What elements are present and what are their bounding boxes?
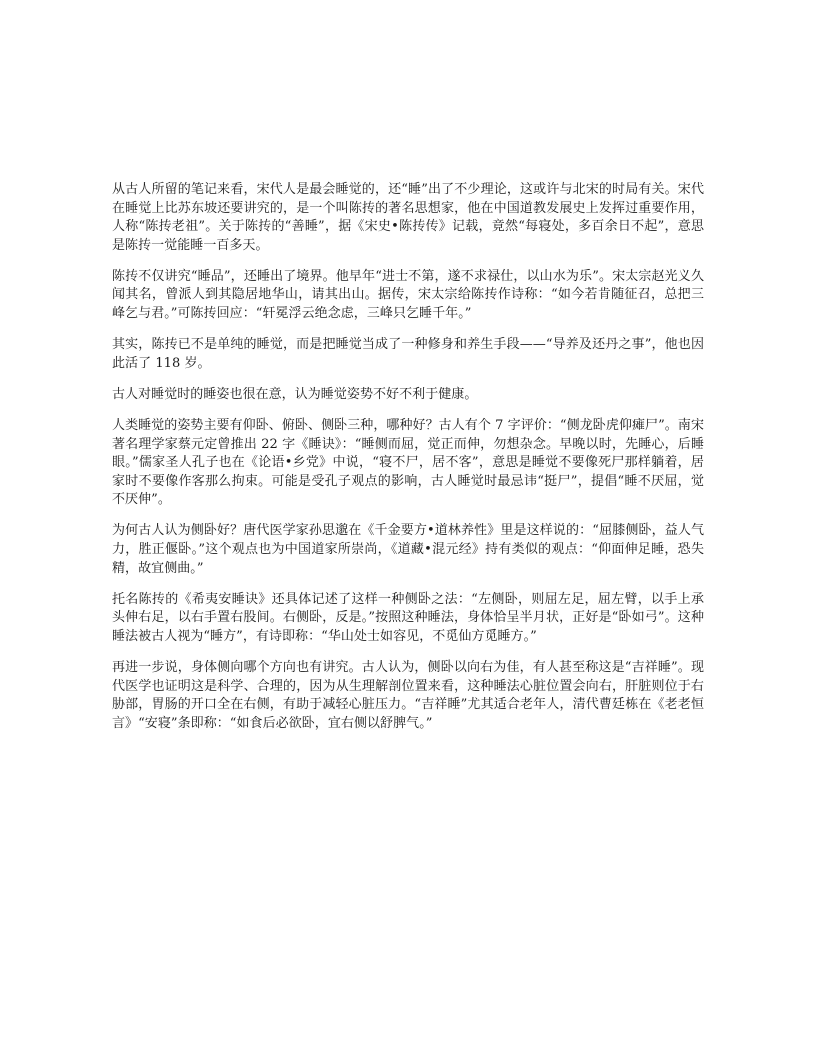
paragraph: 为何古人认为侧卧好？唐代医学家孙思邈在《千金要方•道林养性》里是这样说的：“屈膝侧卧，益人气力，胜正偃卧。”这个观点也为中国道家所崇尚，《道藏•混元经》持有类似的观点：“仰面伸足睡，恐失精，故宜侧曲。” [112, 523, 704, 576]
paragraph: 陈抟不仅讲究“睡品”，还睡出了境界。他早年“进士不第，遂不求禄仕，以山水为乐”。宋太宗赵光义久闻其名，曾派人到其隐居地华山，请其出山。据传，宋太宗给陈抟作诗称：“如今若肯随征召，总把三峰乞与君。”可陈抟回应：“轩冕浮云绝念虑，三峰只乞睡千年。” [112, 268, 704, 322]
paragraph: 人类睡觉的姿势主要有仰卧、俯卧、侧卧三种，哪种好？古人有个 7 字评价：“侧龙卧虎仰瘫尸”。南宋著名理学家蔡元定曾推出 22 字《睡诀》：“睡侧而屈，觉正而伸，勿想杂念。早晚以时，先睡心，后睡眼。”儒家圣人孔子也在《论语•乡党》中说，“寝不尸，居不客”，意思是睡觉不要像死尸那样躺着，居家时不要像作客那么拘束。可能是受孔子观点的影响，古人睡觉时最忌讳“挺尸”，提倡“睡不厌屈，觉不厌伸”。 [112, 417, 704, 508]
document-body [112, 181, 704, 733]
paragraph: 其实，陈抟已不是单纯的睡觉，而是把睡觉当成了一种修身和养生手段——“导养及还丹之事”，他也因此活了 118 岁。 [112, 337, 704, 371]
paragraph: 古人对睡觉时的睡姿也很在意，认为睡觉姿势不好不利于健康。 [112, 386, 478, 402]
paragraph: 再进一步说，身体侧向哪个方向也有讲究。古人认为，侧卧以向右为佳，有人甚至称这是“吉祥睡”。现代医学也证明这是科学、合理的，因为从生理解剖位置来看，这种睡法心脏位置会向右，肝脏则位于右胁部，胃肠的开口全在右侧，有助于减轻心脏压力。“吉祥睡”尤其适合老年人，清代曹廷栋在《老老恒言》“安寝”条即称：“如食后必欲卧，宜右侧以舒脾气。” [112, 659, 704, 731]
paragraph: 托名陈抟的《希夷安睡诀》还具体记述了这样一种侧卧之法：“左侧卧，则屈左足，屈左臂，以手上承头伸右足，以右手置右股间。右侧卧，反是。”按照这种睡法，身体恰呈半月状，正好是“卧如弓”。这种睡法被古人视为“睡方”，有诗即称：“华山处士如容见，不觅仙方觅睡方。” [112, 591, 704, 644]
paragraph: 从古人所留的笔记来看，宋代人是最会睡觉的，还“睡”出了不少理论，这或许与北宋的时局有关。宋代在睡觉上比苏东坡还要讲究的，是一个叫陈抟的著名思想家，他在中国道教发展史上发挥过重要作用，人称“陈抟老祖”。关于陈抟的“善睡”，据《宋史•陈抟传》记载，竟然“每寝处，多百余日不起”，意思是陈抟一觉能睡一百多天。 [112, 182, 704, 253]
